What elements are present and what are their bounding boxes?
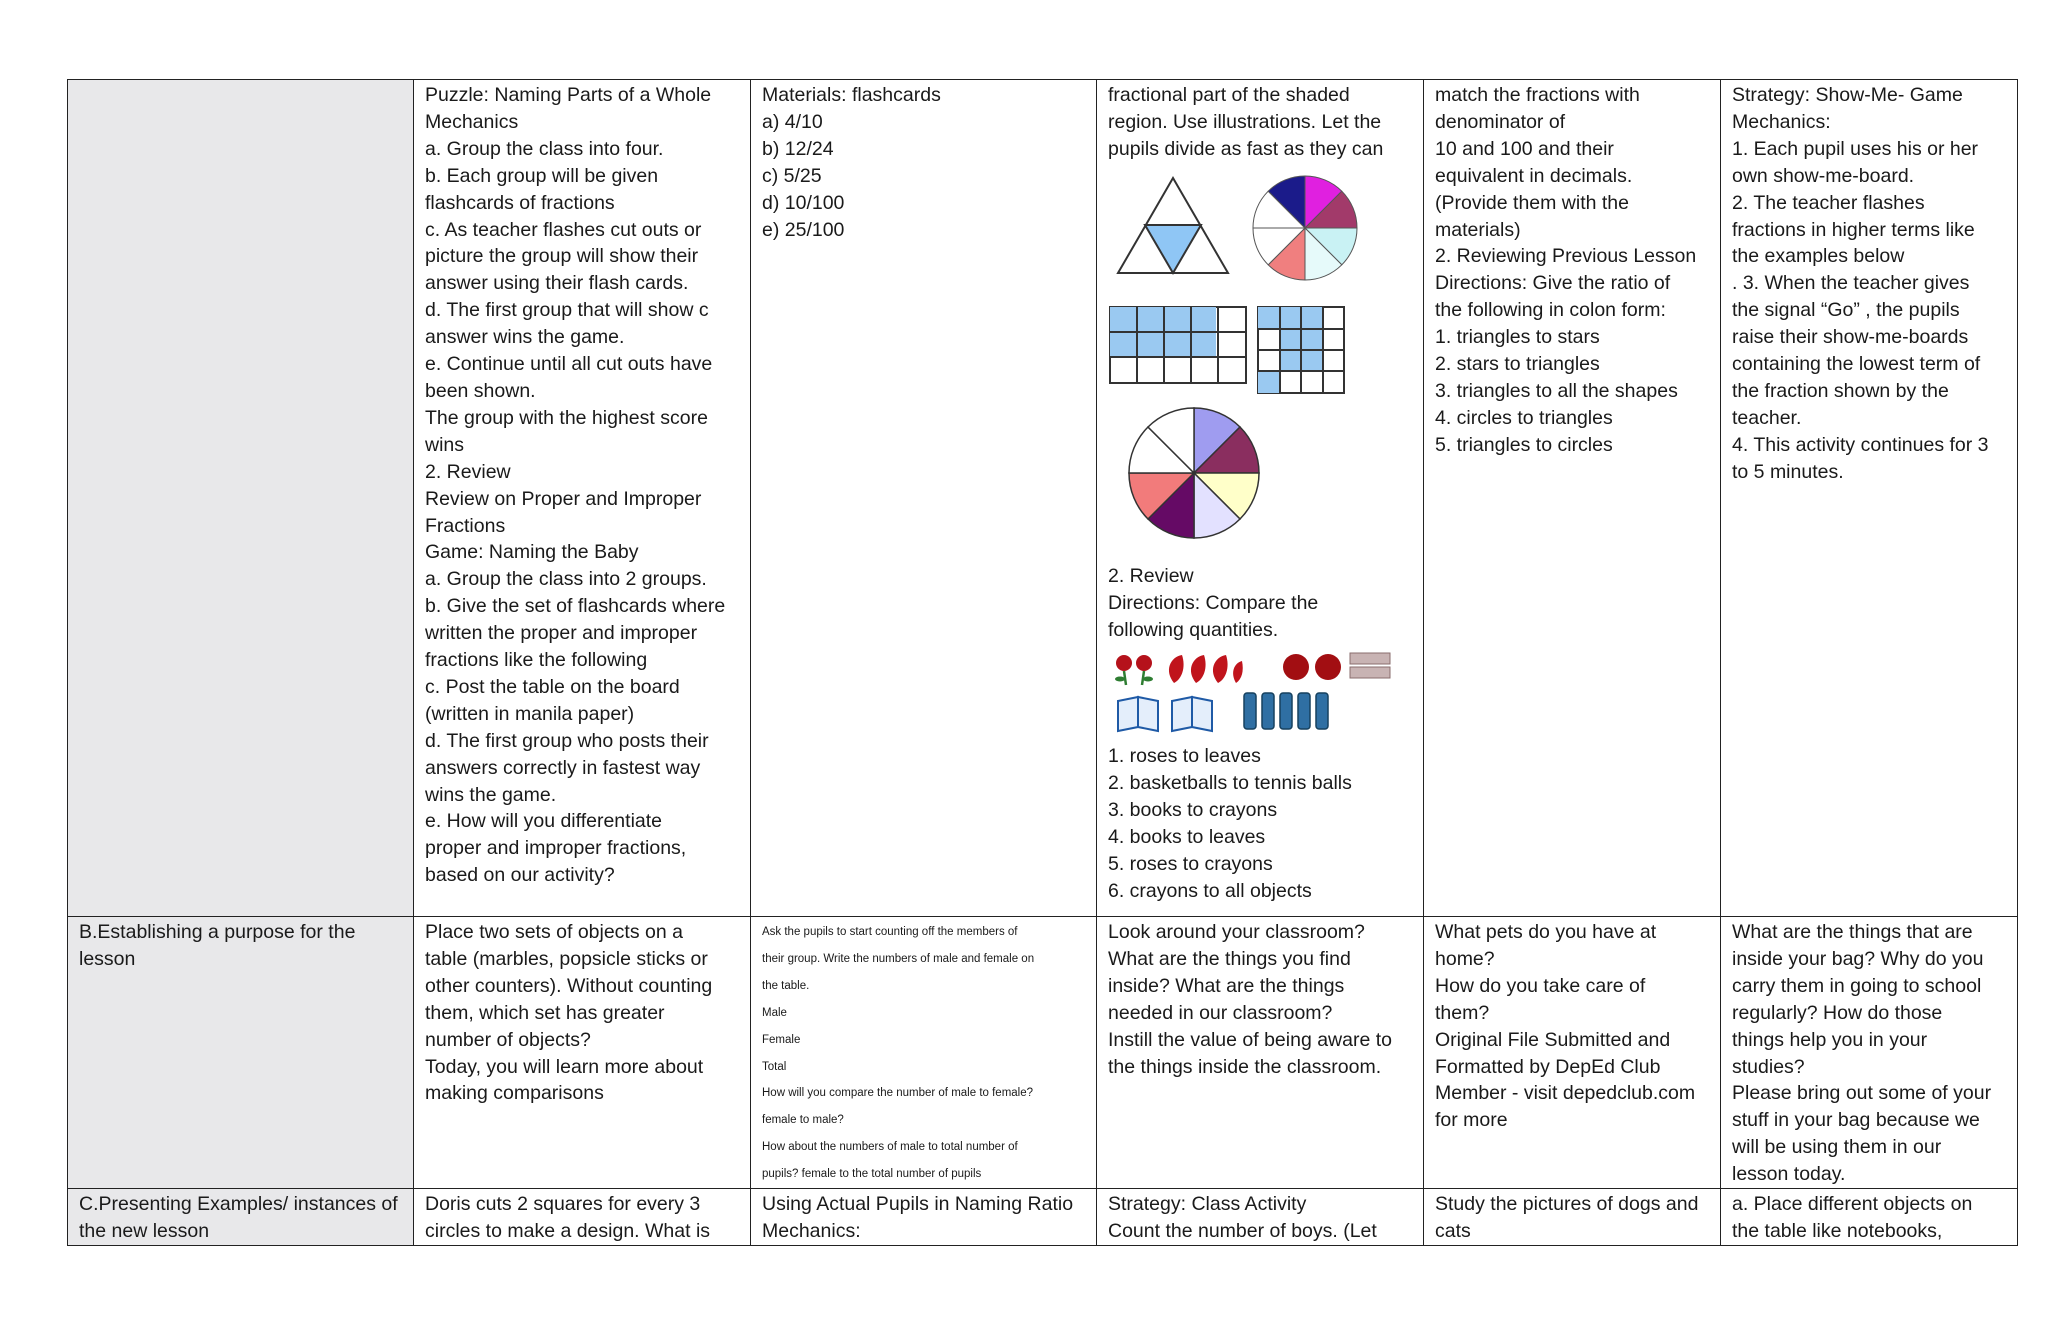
text-line: things help you in your — [1732, 1028, 1928, 1051]
table-row — [68, 80, 2018, 917]
text-line: the following in colon form: — [1435, 299, 1666, 322]
text-line: them, which set has greater — [425, 1001, 665, 1024]
text-line: making comparisons — [425, 1082, 604, 1105]
text-line: Materials: flashcards — [762, 84, 941, 106]
text-line: 2. Reviewing Previous Lesson — [1435, 245, 1697, 268]
text-line: b) 12/24 — [762, 137, 834, 160]
text-line: 5. roses to crayons — [1108, 853, 1273, 876]
cell-r1-c1 — [414, 80, 751, 917]
cell-r1-c3 — [1097, 80, 1424, 917]
cell-r3-c2 — [751, 1189, 1097, 1246]
text-line: Count the number of boys. (Let — [1108, 1219, 1377, 1242]
text-line: a. Group the class into 2 groups. — [425, 568, 707, 591]
text-line: d. The first group who posts their — [425, 729, 709, 752]
leaves-icon — [1164, 653, 1244, 685]
books-icon — [1114, 691, 1218, 735]
text-line: Strategy: Show-Me- Game — [1732, 84, 1963, 106]
grid-fraction-icon — [1108, 305, 1248, 385]
text-line: 2. stars to triangles — [1435, 353, 1600, 376]
text-line: Look around your classroom? — [1108, 921, 1365, 943]
text-line: 1. Each pupil uses his or her — [1732, 137, 1979, 160]
text-line: fractions in higher terms like — [1732, 218, 1975, 241]
text-line: c) 5/25 — [762, 164, 822, 187]
table-row — [68, 1189, 2018, 1246]
text-line: flashcards of fractions — [425, 191, 615, 214]
text-line: table (marbles, popsicle sticks or — [425, 947, 708, 970]
text-line: (written in manila paper) — [425, 702, 635, 725]
text-line: the fraction shown by the — [1732, 379, 1949, 402]
cell-r2-c2 — [751, 917, 1097, 1189]
text-line: equivalent in decimals. — [1435, 164, 1633, 187]
text-line: The group with the highest score — [425, 406, 708, 429]
text-line: 1. roses to leaves — [1108, 745, 1261, 768]
text-line: Fractions — [425, 514, 506, 537]
text-line: 3. triangles to all the shapes — [1435, 379, 1678, 402]
text-line: c. As teacher flashes cut outs or — [425, 218, 702, 241]
text-line: Today, you will learn more about — [425, 1055, 704, 1078]
text-line: Ask the pupils to start counting off the members of — [762, 926, 1018, 938]
text-line: fractional part of the shaded — [1108, 84, 1350, 106]
text-line: Review on Proper and Improper — [425, 487, 702, 510]
text-line: How about the numbers of male to total number of — [762, 1141, 1018, 1154]
text-line: carry them in going to school — [1732, 974, 1982, 997]
text-line: 2. Review — [425, 460, 511, 483]
square-grid-fraction-icon — [1256, 305, 1346, 395]
text-line: raise their show-me-boards — [1732, 326, 1969, 349]
text-line: 4. This activity continues for 3 — [1732, 433, 1989, 456]
text-line: e. Continue until all cut outs have — [425, 353, 713, 376]
text-line: . 3. When the teacher gives — [1732, 272, 1970, 295]
text-line: C.Presenting Examples/ instances of — [79, 1193, 398, 1216]
text-line: How do you take care of — [1435, 974, 1646, 997]
text-line: circles to make a design. What is — [425, 1219, 711, 1242]
text-line: Formatted by DepEd Club — [1435, 1055, 1661, 1078]
text-line: Using Actual Pupils in Naming Ratio — [762, 1193, 1074, 1216]
text-line: Doris cuts 2 squares for every 3 — [425, 1193, 701, 1216]
text-line: wins the game. — [425, 783, 557, 806]
cell-r2-c5 — [1721, 917, 2018, 1189]
row-label-cell — [68, 1189, 414, 1246]
cell-r2-c4 — [1424, 917, 1721, 1189]
text-line: answer wins the game. — [425, 326, 625, 349]
text-line: Directions: Give the ratio of — [1435, 272, 1671, 295]
text-line: been shown. — [425, 379, 536, 402]
text-line: Mechanics: — [1732, 110, 1831, 133]
text-line: female to male? — [762, 1114, 844, 1127]
lesson-plan-table — [67, 79, 2018, 1246]
cell-r1-c5 — [1721, 80, 2018, 917]
text-line: the table like notebooks, — [1732, 1219, 1943, 1242]
tennis-balls-icon — [1348, 651, 1392, 681]
text-line: for more — [1435, 1109, 1508, 1132]
text-line: inside? What are the things — [1108, 974, 1345, 997]
text-line: e. How will you differentiate — [425, 810, 663, 833]
text-line: their group. Write the numbers of male and female on — [762, 952, 1035, 965]
text-line: 1. triangles to stars — [1435, 326, 1600, 349]
text-line: e) 25/100 — [762, 218, 845, 241]
table-row — [68, 917, 2018, 1189]
cell-r1-c3-list — [1108, 743, 1413, 904]
pie-fraction-icon — [1124, 403, 1264, 543]
text-line: b. Give the set of flashcards where — [425, 595, 726, 618]
text-line: Instill the value of being aware to — [1108, 1028, 1393, 1051]
text-line: other counters). Without counting — [425, 974, 713, 997]
text-line: denominator of — [1435, 110, 1566, 133]
text-line: containing the lowest term of — [1732, 353, 1981, 376]
text-line: Mechanics: — [762, 1219, 861, 1242]
crayons-icon — [1240, 689, 1330, 733]
text-line: regularly? How do those — [1732, 1001, 1943, 1024]
text-line: Please bring out some of your — [1732, 1082, 1992, 1105]
text-line: 6. crayons to all objects — [1108, 879, 1312, 902]
text-line: to 5 minutes. — [1732, 460, 1844, 483]
text-line: them? — [1435, 1001, 1490, 1024]
text-line: studies? — [1732, 1055, 1805, 1078]
text-line: What are the things you find — [1108, 947, 1351, 970]
text-line: d. The first group that will show c — [425, 299, 709, 322]
cell-r3-c4 — [1424, 1189, 1721, 1246]
text-line: the signal “Go” , the pupils — [1732, 299, 1960, 322]
text-line: Game: Naming the Baby — [425, 541, 639, 564]
text-line: teacher. — [1732, 406, 1802, 429]
text-line: Total — [762, 1060, 787, 1073]
text-line: Study the pictures of dogs and — [1435, 1193, 1699, 1216]
text-line: Female — [762, 1033, 801, 1046]
text-line: written the proper and improper — [425, 622, 698, 645]
text-line: proper and improper fractions, — [425, 837, 687, 860]
text-line: Place two sets of objects on a — [425, 921, 683, 943]
basketballs-icon — [1280, 651, 1344, 683]
cell-r1-c3-review — [1108, 563, 1413, 644]
text-line: match the fractions with — [1435, 84, 1640, 106]
text-line: 5. triangles to circles — [1435, 433, 1613, 456]
text-line: needed in our classroom? — [1108, 1001, 1333, 1024]
text-line: Male — [762, 1006, 787, 1019]
triangle-fraction-icon — [1108, 173, 1238, 283]
text-line: What are the things that are — [1732, 921, 1973, 943]
text-line: Strategy: Class Activity — [1108, 1193, 1307, 1216]
text-line: lesson — [79, 947, 136, 970]
text-line: the new lesson — [79, 1219, 210, 1242]
text-line: materials) — [1435, 218, 1521, 241]
text-line: lesson today. — [1732, 1163, 1846, 1186]
text-line: the things inside the classroom. — [1108, 1055, 1382, 1078]
text-line: picture the group will show their — [425, 245, 699, 268]
color-wheel-icon — [1246, 169, 1364, 287]
text-line: Member - visit depedclub.com — [1435, 1082, 1696, 1105]
text-line: 2. basketballs to tennis balls — [1108, 772, 1352, 795]
text-line: stuff in your bag because we — [1732, 1109, 1980, 1132]
text-line: a. Place different objects on — [1732, 1193, 1973, 1216]
cell-r3-c3 — [1097, 1189, 1424, 1246]
text-line: inside your bag? Why do you — [1732, 947, 1984, 970]
text-line: pupils? female to the total number of pupils — [762, 1168, 982, 1181]
text-line: (Provide them with the — [1435, 191, 1630, 214]
cell-r3-c5 — [1721, 1189, 2018, 1246]
cell-r1-c4 — [1424, 80, 1721, 917]
text-line: answer using their flash cards. — [425, 272, 689, 295]
text-line: pupils divide as fast as they can — [1108, 137, 1384, 160]
cell-r3-c1 — [414, 1189, 751, 1246]
cell-r1-c3-top — [1108, 82, 1413, 163]
text-line: a) 4/10 — [762, 110, 823, 133]
text-line: 4. circles to triangles — [1435, 406, 1613, 429]
text-line: region. Use illustrations. Let the — [1108, 110, 1382, 133]
row-label-cell — [68, 80, 414, 917]
text-line: fractions like the following — [425, 649, 648, 672]
text-line: d) 10/100 — [762, 191, 845, 214]
text-line: answers correctly in fastest way — [425, 756, 701, 779]
roses-icon — [1112, 653, 1158, 687]
text-line: own show-me-board. — [1732, 164, 1915, 187]
text-line: Puzzle: Naming Parts of a Whole — [425, 84, 712, 106]
text-line: B.Establishing a purpose for the — [79, 921, 356, 943]
cell-r2-c1 — [414, 917, 751, 1189]
text-line: c. Post the table on the board — [425, 675, 680, 698]
text-line: 2. The teacher flashes — [1732, 191, 1925, 214]
text-line: based on our activity? — [425, 864, 615, 887]
text-line: cats — [1435, 1219, 1471, 1242]
text-line: 10 and 100 and their — [1435, 137, 1614, 160]
text-line: a. Group the class into four. — [425, 137, 664, 160]
fraction-illustrations — [1108, 163, 1413, 563]
text-line: the examples below — [1732, 245, 1905, 268]
text-line: wins — [425, 433, 465, 456]
text-line: How will you compare the number of male to female? — [762, 1087, 1034, 1100]
text-line: following quantities. — [1108, 618, 1279, 641]
text-line: home? — [1435, 947, 1495, 970]
text-line: will be using them in our — [1732, 1136, 1942, 1159]
text-line: b. Each group will be given — [425, 164, 659, 187]
text-line: Mechanics — [425, 110, 519, 133]
row-label-cell — [68, 917, 414, 1189]
text-line: What pets do you have at — [1435, 921, 1657, 943]
text-line: number of objects? — [425, 1028, 591, 1051]
cell-r2-c3 — [1097, 917, 1424, 1189]
text-line: the table. — [762, 979, 810, 992]
text-line: 3. books to crayons — [1108, 799, 1278, 822]
text-line: Original File Submitted and — [1435, 1028, 1671, 1051]
cell-r1-c2 — [751, 80, 1097, 917]
text-line: 2. Review — [1108, 564, 1194, 587]
text-line: 4. books to leaves — [1108, 826, 1266, 849]
comparison-objects — [1108, 643, 1413, 743]
text-line: Directions: Compare the — [1108, 591, 1319, 614]
